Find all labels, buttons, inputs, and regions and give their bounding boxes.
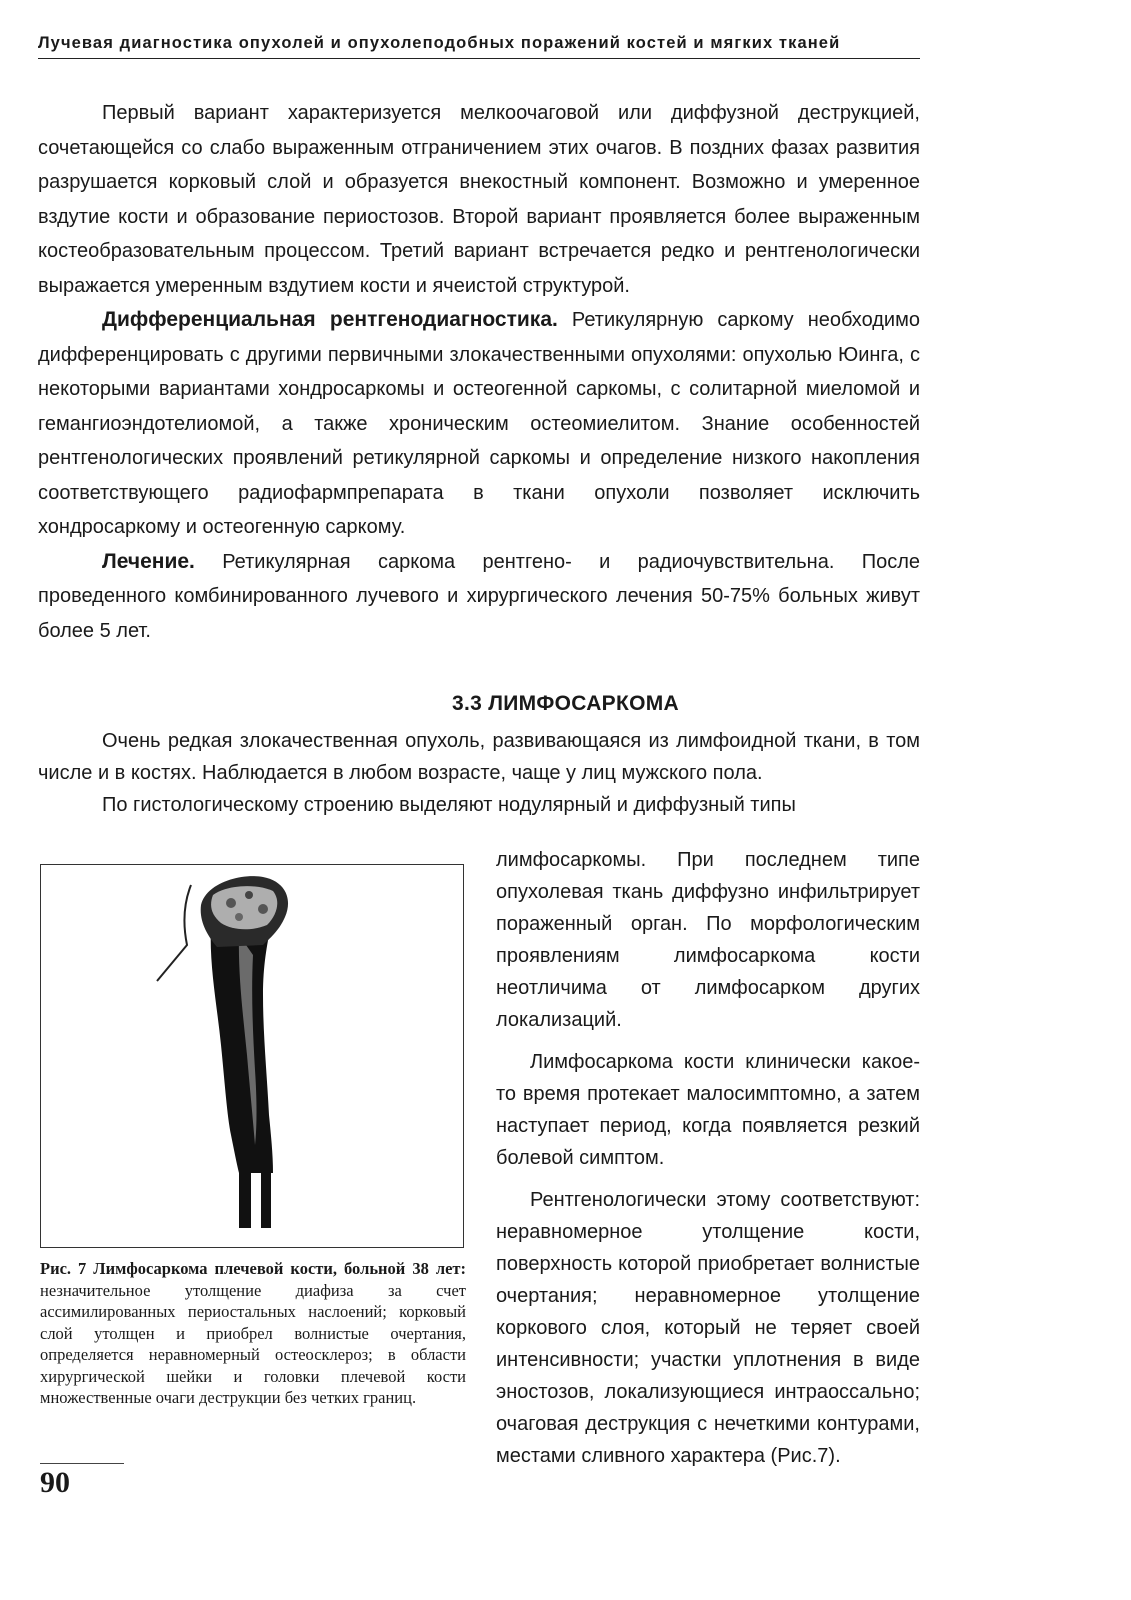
distal-stub-right (261, 1170, 271, 1228)
caption-label: Рис. 7 Лимфосаркома плечевой кости, больной 38 лет: (40, 1259, 466, 1278)
distal-stub-left (239, 1170, 251, 1228)
paragraph-histology-continued: лимфосаркомы. При последнем типе опухолевая ткань диффузно инфильтрирует пораженный орган. По морфологическим проявлениям лимфосаркома кости неотличима от лимфосарком других локализаций. (496, 849, 920, 1031)
running-header: Лучевая диагностика опухолей и опухолеподобных поражений костей и мягких тканей (38, 34, 841, 52)
section-intro-text (38, 725, 920, 821)
header-rule (38, 58, 920, 59)
figure-7 (40, 864, 464, 1248)
figure-caption (40, 1258, 466, 1409)
footer-rule (40, 1463, 124, 1464)
differential-text: Ретикулярную саркому необходимо дифференцировать с другими первичными злокачественными опухолями: опухолью Юинга, с некоторыми вариантами хондросаркомы и остеогенной саркомы, с солитарной миеломой и гемангиоэндотелиомой, а также хроническим остеомиелитом. Знание особенностей рентгенологических проявлений ретикулярной саркомы и определение низкого накопления соответствующего радиофармпрепарата в ткани опухоли позволяет исключить хондросаркому и остеогенную саркому. (38, 309, 920, 538)
paragraph-histology-start: По гистологическому строению выделяют нодулярный и диффузный типы (102, 794, 796, 816)
intro-text (38, 96, 920, 648)
caption-text: незначительное утолщение диафиза за счет ассимилированных периостальных наслоений; корковый слой утолщен и приобрел волнистые очертания, определяется неравномерный остеосклероз; в области хирургической шейки и головки плечевой кости множественные очаги деструкции без четких границ. (40, 1280, 466, 1407)
right-column-text (496, 844, 920, 1482)
section-title: 3.3 ЛИМФОСАРКОМА (451, 692, 680, 715)
paragraph-clinical: Лимфосаркома кости клинически какое-то время протекает малосимптомно, а затем наступает период, когда появляется резкий болевой симптом. (496, 1051, 920, 1169)
treatment-heading: Лечение. (102, 549, 195, 573)
page-number: 90 (40, 1466, 70, 1499)
paragraph-radiology: Рентгенологически этому соответствуют: неравномерное утолщение кости, поверхность которой приобретает волнистые очертания; неравномерное утолщение коркового слоя, который не теряет своей интенсивности; участки уплотнения в виде эностозов, локализующиеся интраоссально; очаговая деструкция с нечеткими контурами, местами сливного характера (Рис.7). (496, 1189, 920, 1467)
humerus-illustration (41, 865, 465, 1249)
paragraph-treatment (38, 545, 920, 649)
differential-heading: Дифференциальная рентгенодиагностика. (102, 308, 558, 331)
treatment-text: Ретикулярная саркома рентгено- и радиочувствительна. После проведенного комбинированного лучевого и хирургического лечения 50-75% больных живут более 5 лет. (38, 550, 920, 642)
paragraph-definition: Очень редкая злокачественная опухоль, развивающаяся из лимфоидной ткани, в том числе и в костях. Наблюдается в любом возрасте, чаще у лиц мужского пола. (38, 730, 920, 784)
paragraph-variants: Первый вариант характеризуется мелкоочаговой или диффузной деструкцией, сочетающейся со слабо выраженным отграничением этих очагов. В поздних фазах развития разрушается корковый слой и образуется внекостный компонент. Возможно и умеренное вздутие кости и образование периостозов. Второй вариант проявляется более выраженным костеобразовательным процессом. Третий вариант встречается редко и рентгенологически выражается умеренным вздутием кости и ячеистой структурой. (38, 102, 920, 297)
capsule-outline (157, 885, 191, 981)
paragraph-differential (38, 303, 920, 545)
